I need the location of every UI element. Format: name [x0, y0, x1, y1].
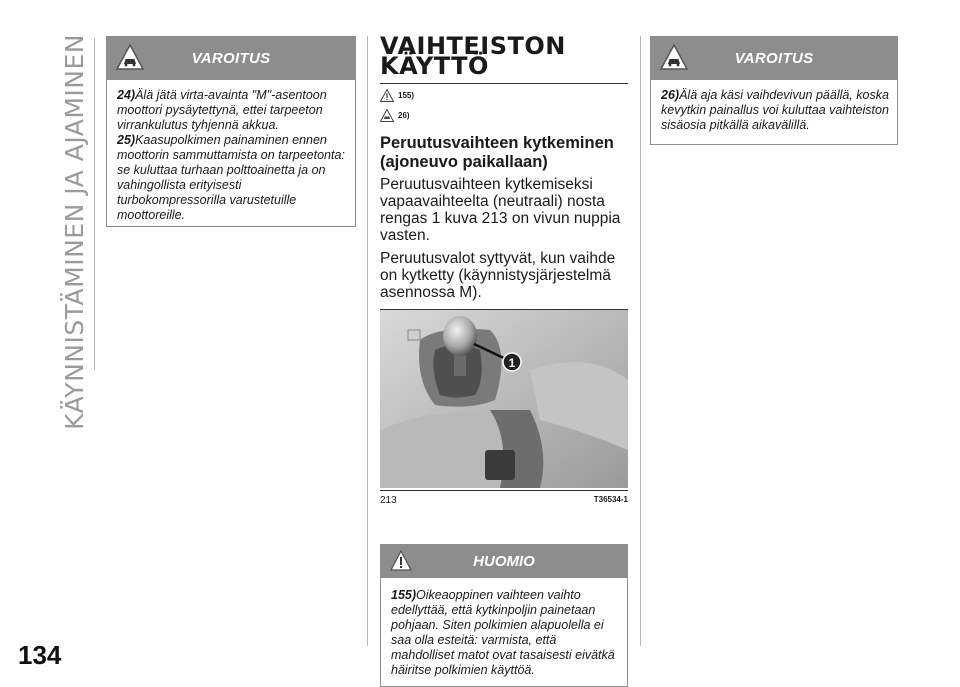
chapter-title: KÄYNNISTÄMINEN JA AJAMINEN: [59, 34, 89, 430]
column-divider: [367, 36, 368, 646]
left-column: [106, 36, 356, 227]
warning-body: [650, 80, 898, 145]
right-column: [650, 36, 898, 145]
body-paragraph: Peruutusvalot syttyvät, kun vaihde on kytketty (käynnistysjärjestelmä asennossa M).: [380, 250, 616, 301]
warning-item: 24)Älä jätä virta-avainta "M"-asentoon moottori pysäytettynä, ettei tarpeeton virrankulutus tyhjennä akkua.: [117, 88, 327, 132]
warning-reference: 26): [380, 106, 628, 124]
note-item: 155)Oikeaoppinen vaihteen vaihto edellyttää, että kytkinpoljin painetaan pohjaan. Siten polkimien alapuolella ei saa olla esteitä: varmista, että mahdolliset matot ovat tasaisesti eivätkä häiritse polkimien käyttöä.: [391, 588, 615, 677]
warning-item: 25)Kaasupolkimen painaminen ennen moottorin sammuttamista on tarpeetonta: se kuluttaa turhaan polttoainetta ja on vahingollista erityisesti turbokompressorilla varustetuille moottoreille.: [117, 133, 345, 222]
car-warning-icon: [380, 109, 394, 122]
warning-body: [106, 80, 356, 227]
subheading: Peruutusvaihteen kytkeminen (ajoneuvo paikallaan): [380, 134, 614, 171]
warning-header: [650, 36, 898, 80]
page-number: 134: [18, 640, 62, 670]
warning-reference: 155): [380, 86, 628, 104]
column-divider: [640, 36, 641, 646]
note-header: [380, 544, 628, 578]
note-body: [380, 578, 628, 687]
warning-triangle-icon: [380, 89, 394, 102]
warning-title: VAROITUS: [191, 49, 271, 67]
warning-item: 26)Älä aja käsi vaihdevivun päällä, koska kevytkin painallus voi kuluttaa vaihteiston sisäosia pitkällä aikavälillä.: [661, 88, 889, 132]
note-title: HUOMIO: [473, 552, 535, 570]
section-heading: VAIHTEISTON KÄYTTÖ: [380, 36, 628, 84]
car-warning-icon: [660, 44, 688, 70]
exclamation-warning-icon: [390, 550, 412, 572]
car-warning-icon: [116, 44, 144, 70]
figure-number: 213: [380, 495, 397, 506]
warning-header: [106, 36, 356, 80]
figure-code: T36534-1: [593, 495, 628, 504]
middle-column: [380, 32, 628, 687]
sidebar-divider: [94, 38, 95, 370]
body-paragraph: Peruutusvaihteen kytkemiseksi vapaavaihteelta (neutraali) nosta rengas 1 kuva 213 on vivun nuppia vasten.: [380, 176, 621, 244]
warning-title: VAROITUS: [734, 49, 814, 67]
figure-caption: [380, 495, 628, 506]
figure-gear-lever: [380, 309, 628, 491]
figure-callout: 1: [508, 356, 516, 370]
gear-lever-photo: [380, 310, 628, 488]
